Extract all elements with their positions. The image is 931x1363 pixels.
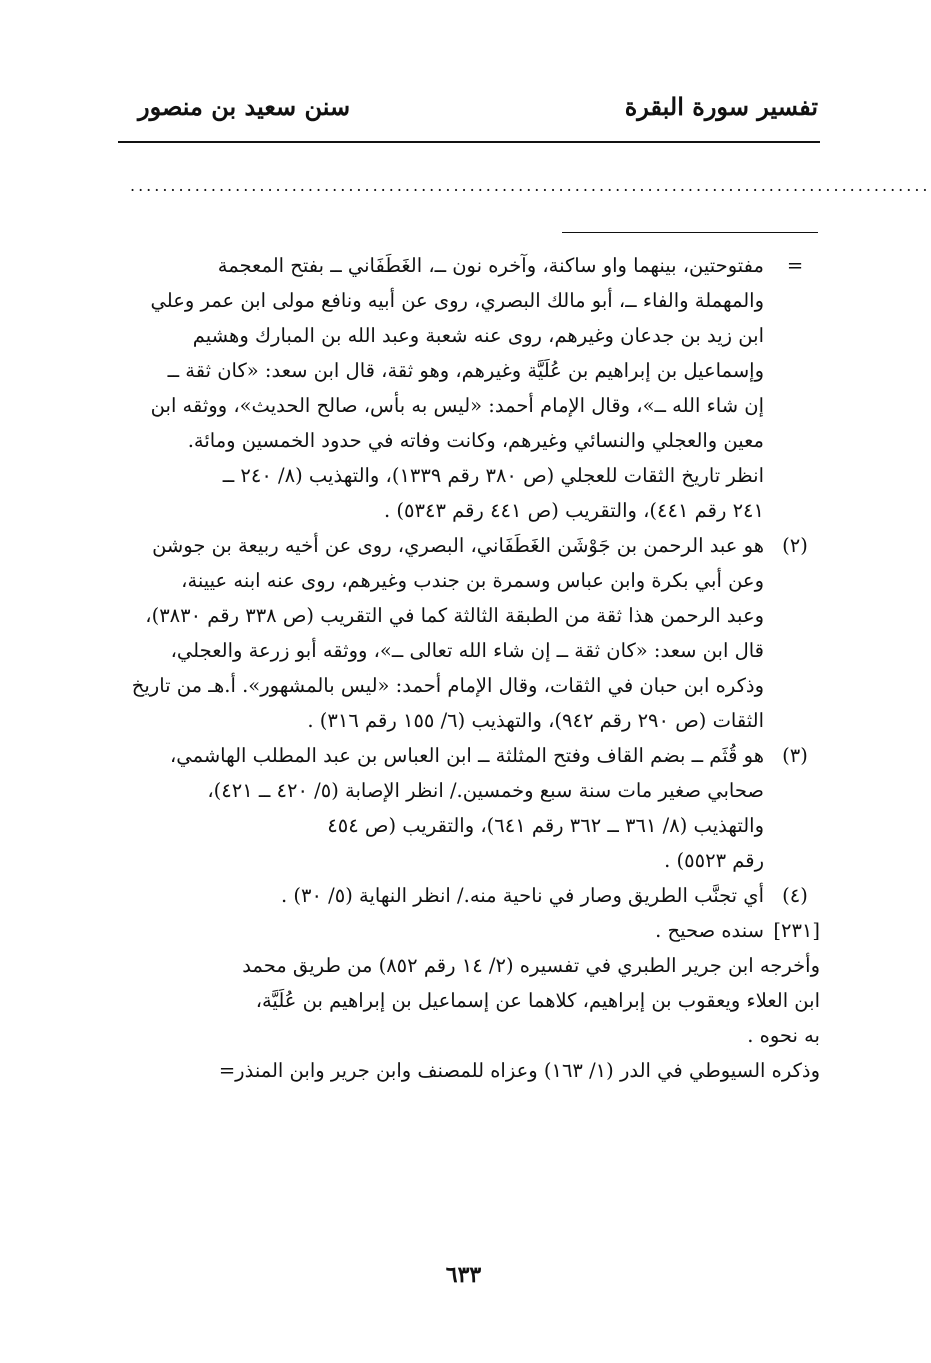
- text-line: وإسماعيل بن إبراهيم بن عُلَيَّة وغيرهم، وهو ثقة، قال ابن سعد: «كان ثقة ــ: [167, 359, 764, 382]
- text-line: ابن زيد بن جدعان وغيرهم، روى عنه شعبة وعبد الله بن المبارك وهشيم: [192, 324, 764, 347]
- takhrij-verdict: سنده صحيح .: [655, 919, 764, 942]
- running-header: [118, 92, 818, 132]
- footnote-rule: [562, 232, 818, 233]
- text-line: إن شاء الله ــ»، وقال الإمام أحمد: «ليس به بأس، صالح الحديث»، ووثقه ابن: [150, 394, 764, 417]
- text-line: وذكره ابن حبان في الثقات، وقال الإمام أحمد: «ليس بالمشهور». أ.هـ من تاريخ: [131, 674, 764, 697]
- book-title: سنن سعيد بن منصور: [138, 92, 351, 121]
- hadith-number: [٢٣١]: [773, 919, 820, 942]
- footnote-text: [116, 248, 764, 528]
- text-line: هو قُثَم ــ بضم القاف وفتح المثلثة ــ ابن العباس بن عبد المطلب الهاشمي،: [170, 744, 764, 767]
- footnote-3: [116, 738, 820, 878]
- text-line: وأخرجه ابن جرير الطبري في تفسيره (٢/ ١٤ رقم ٨٥٢) من طريق محمد: [242, 954, 820, 977]
- takhrij-paragraph-2: [116, 1053, 820, 1088]
- footnote-text: [116, 528, 764, 738]
- footnote-2: [116, 528, 820, 738]
- text-line: قال ابن سعد: «كان ثقة ــ إن شاء الله تعالى ــ»، ووثقه أبو زرعة والعجلي،: [170, 639, 764, 662]
- footnote-marker: =: [786, 254, 804, 277]
- text-line: معين والعجلي والنسائي وغيرهم، وكانت وفاته في حدود الخمسين ومائة.: [187, 429, 764, 452]
- footnote-text: [116, 738, 764, 878]
- text-line: وعبد الرحمن هذا ثقة من الطبقة الثالثة كما في التقريب (ص ٣٣٨ رقم ٣٨٣٠)،: [145, 604, 764, 627]
- text-line: به نحوه .: [747, 1024, 820, 1047]
- text-line: صحابي صغير مات سنة سبع وخمسين./ انظر الإصابة (٥/ ٤٢٠ ــ ٤٢١)،: [207, 779, 764, 802]
- chapter-title: تفسير سورة البقرة: [624, 92, 818, 121]
- header-rule: [118, 141, 820, 143]
- text-line: رقم ٥٥٢٣) .: [664, 849, 764, 872]
- text-line: والتهذيب (٨/ ٣٦١ ــ ٣٦٢ رقم ٦٤١)، والتقريب (ص ٤٥٤: [327, 814, 764, 837]
- footnote-text: [116, 878, 764, 913]
- text-line: والمهملة والفاء ــ، أبو مالك البصري، روى عن أبيه ونافع مولى ابن عمر وعلي: [150, 289, 764, 312]
- page-number: ٦٣٣: [445, 1262, 482, 1288]
- footnotes-body: [116, 248, 820, 1088]
- text-line: ٢٤١ رقم ٤٤١)، والتقريب (ص ٤٤١ رقم ٥٣٤٣) .: [384, 499, 764, 522]
- text-line: وعن أبي بكرة وابن عباس وسمرة بن جندب وغيرهم، روى عنه ابنه عيينة،: [181, 569, 764, 592]
- takhrij-paragraph-1: [116, 948, 820, 1053]
- footnote-continuation: [116, 248, 820, 528]
- takhrij-heading: [116, 913, 820, 948]
- footnote-marker: (٢): [782, 534, 808, 557]
- text-line: أي تجنَّب الطريق وصار في ناحية منه./ انظر النهاية (٥/ ٣٠) .: [280, 884, 764, 907]
- text-line: انظر تاريخ الثقات للعجلي (ص ٣٨٠ رقم ١٣٣٩)، والتهذيب (٨/ ٢٤٠ ــ: [222, 464, 764, 487]
- text-line: هو عبد الرحمن بن جَوْشَن الغَطَفَاني، البصري، روى عن أخيه ربيعة بن جوشن: [152, 534, 764, 557]
- footnote-marker: (٤): [782, 884, 808, 907]
- text-line: الثقات (ص ٢٩٠ رقم ٩٤٢)، والتهذيب (٦/ ١٥٥ رقم ٣١٦) .: [307, 709, 764, 732]
- footnote-4: [116, 878, 820, 913]
- text-line: مفتوحتين، بينهما واو ساكنة، وآخره نون ــ، الغَطَفَاني ــ بفتح المعجمة: [217, 254, 764, 277]
- text-line: ابن العلاء ويعقوب بن إبراهيم، كلاهما عن إسماعيل بن إبراهيم بن عُلَيَّة،: [255, 989, 820, 1012]
- text-line: وذكره السيوطي في الدر (١/ ١٦٣) وعزاه للمصنف وابن جرير وابن المنذر=: [218, 1059, 820, 1082]
- footnote-marker: (٣): [782, 744, 808, 767]
- dotted-separator: ...................................................................................................: [130, 176, 931, 195]
